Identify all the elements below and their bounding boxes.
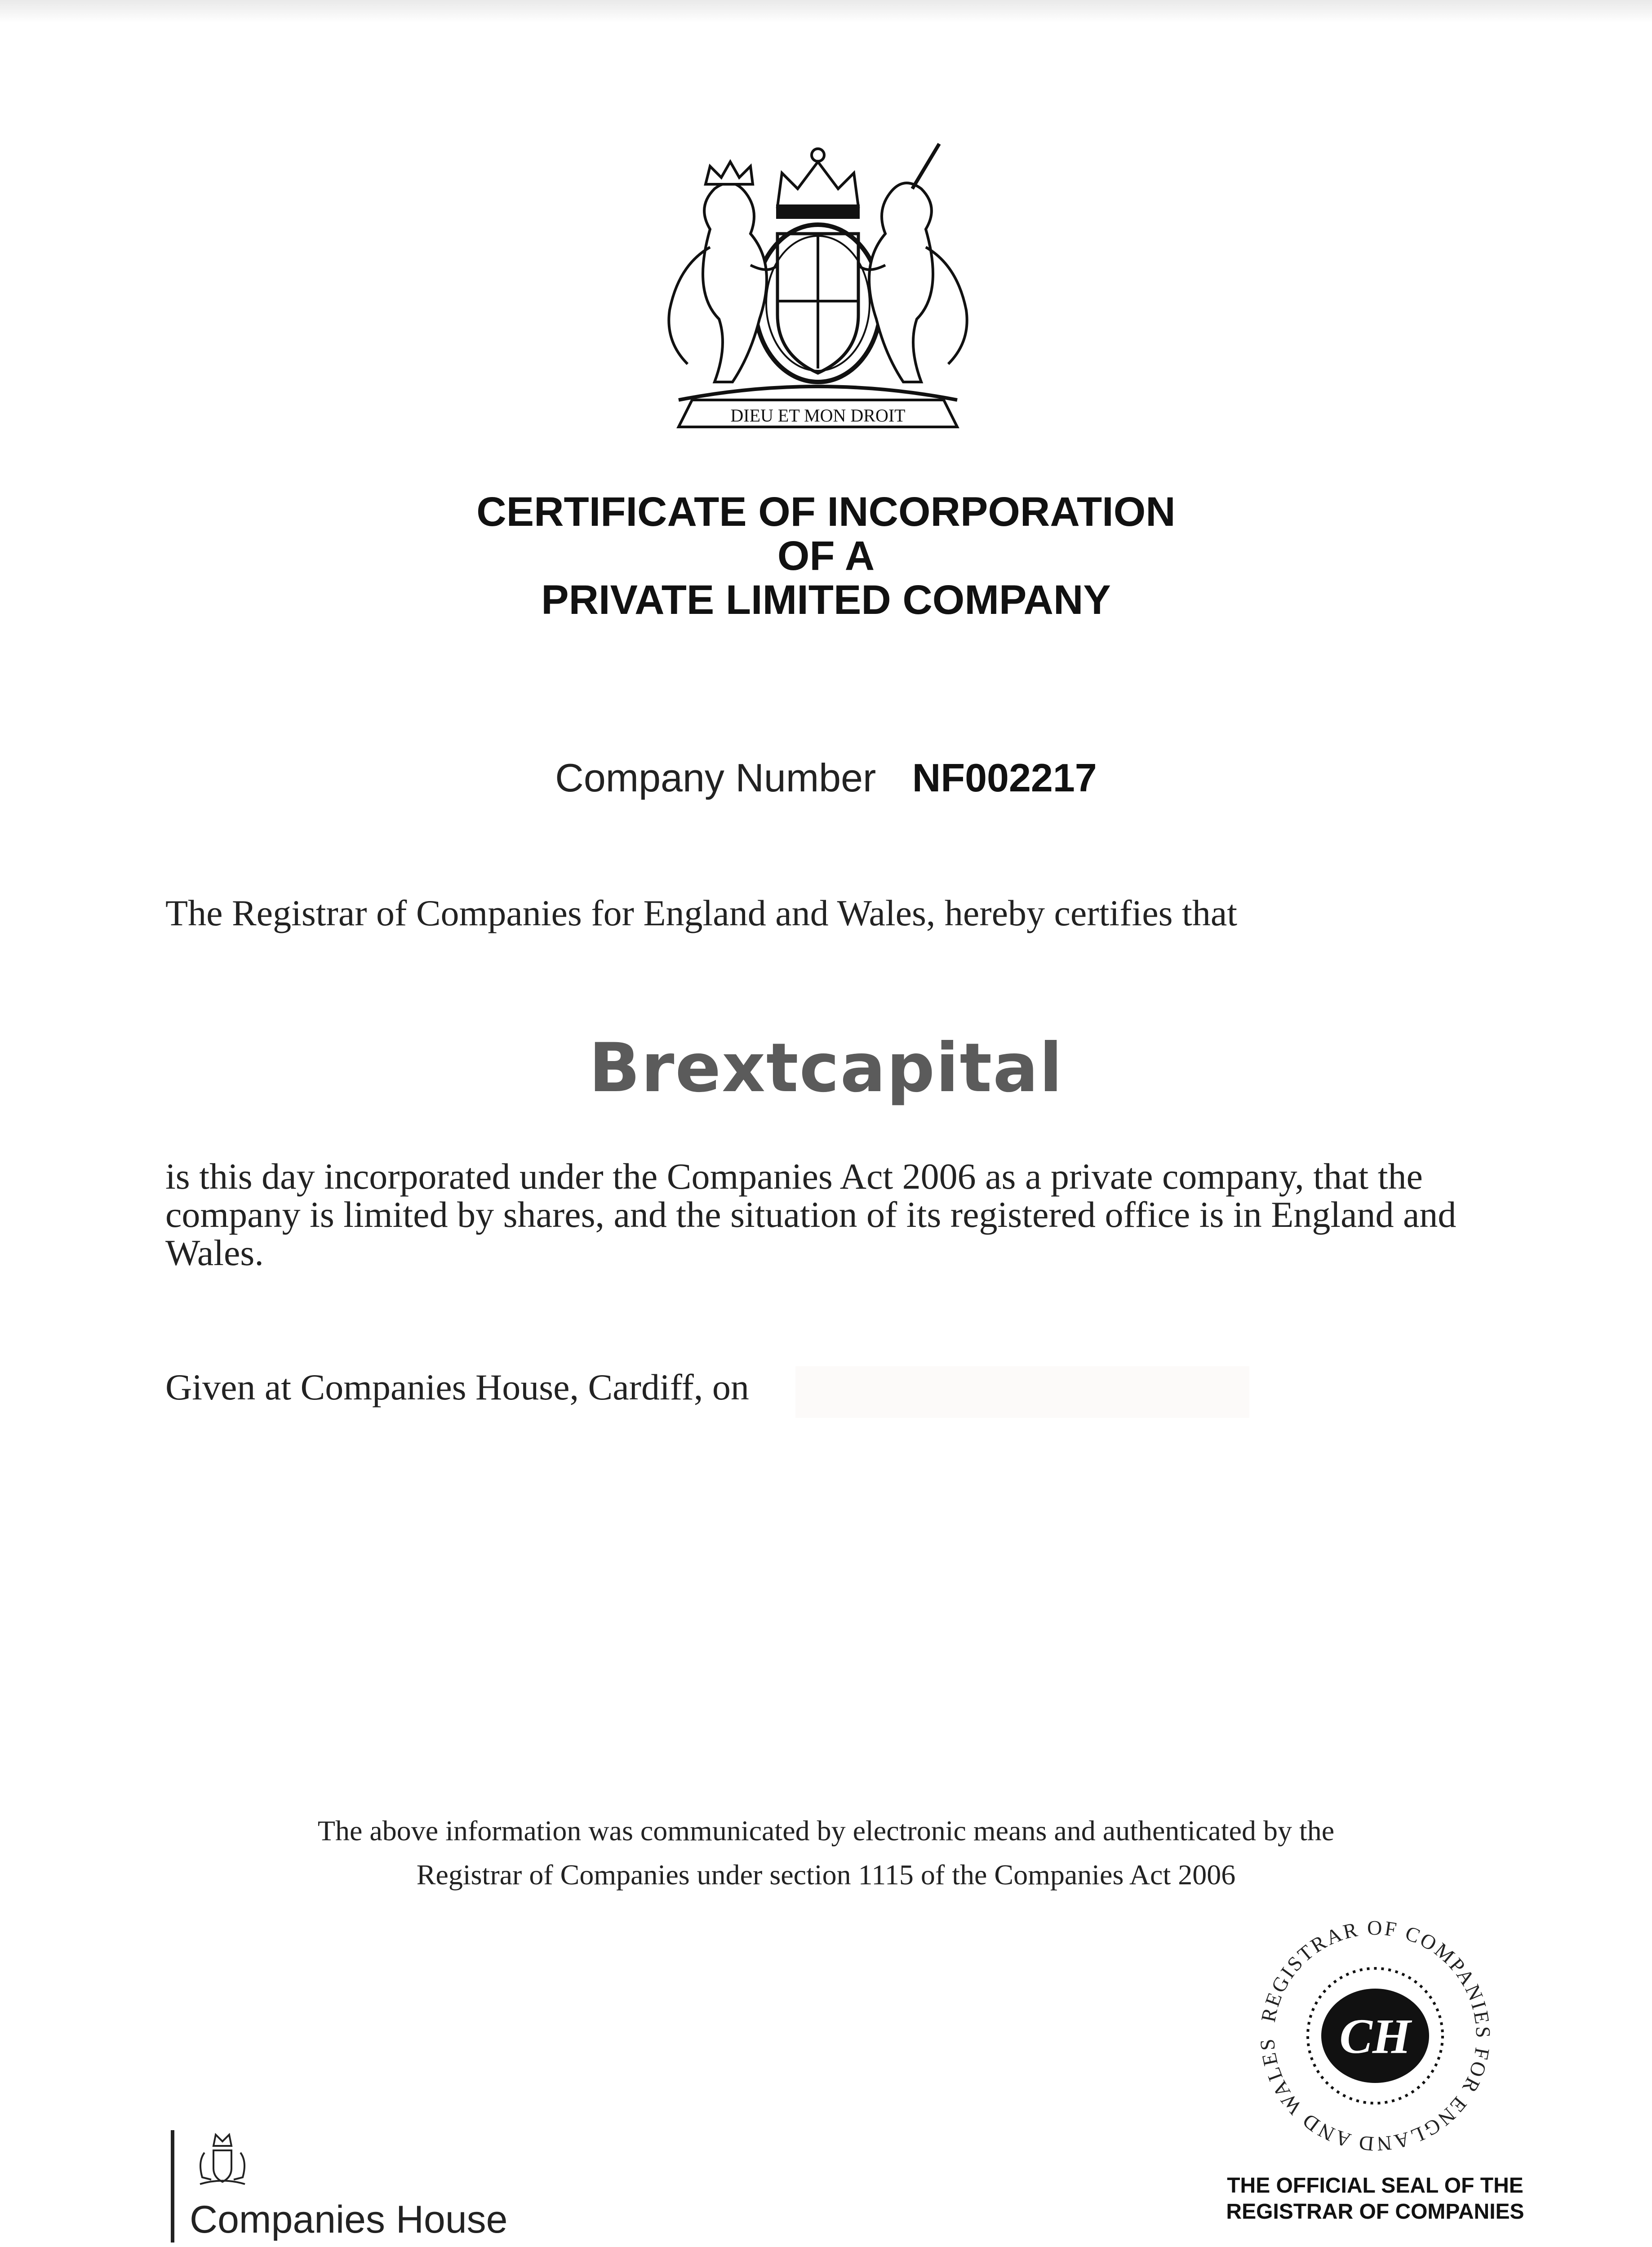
seal-caption-line-2: REGISTRAR OF COMPANIES [1226,2200,1524,2224]
certificate-title [0,490,1652,622]
incorporated-text: is this day incorporated under the Companies Act 2006 as a private company, that the company is limited by shares, and the situation of its registered office is in England and Wales. [165,1156,1457,1273]
seal-caption-line-1: THE OFFICIAL SEAL OF THE [1227,2174,1523,2198]
crest-icon [189,2126,256,2193]
company-number-row [0,755,1652,801]
seal-monogram: CH [1339,2009,1411,2064]
royal-coat-of-arms-icon [643,130,993,445]
company-name: Brextcapital [589,1029,1063,1107]
company-number-value: NF002217 [912,755,1097,800]
seal-caption [1159,2173,1591,2225]
title-line-1: CERTIFICATE OF INCORPORATION [476,489,1176,535]
company-number-label: Company Number [555,755,876,800]
logo-bar [171,2130,174,2243]
seal-ring-text: REGISTRAR OF COMPANIES FOR ENGLAND AND WALES [1255,1916,1495,2156]
title-line-2: OF A [777,533,875,579]
motto-text: DIEU ET MON DROIT [730,405,906,426]
companies-house-logo [171,2126,575,2243]
top-shadow [0,0,1652,22]
footer-note [0,1809,1652,1897]
certifies-text: The Registrar of Companies for England and Wales, hereby certifies that [165,893,1238,933]
redacted-date [795,1366,1249,1418]
registrar-seal-icon [1249,1910,1501,2162]
title-line-3: PRIVATE LIMITED COMPANY [541,577,1111,623]
footer-line-1: The above information was communicated by electronic means and authenticated by the [317,1815,1335,1847]
footer-line-2: Registrar of Companies under section 1115 of the Companies Act 2006 [416,1859,1236,1891]
given-at-text: Given at Companies House, Cardiff, on [165,1367,749,1408]
companies-house-name: Companies House [190,2198,508,2241]
